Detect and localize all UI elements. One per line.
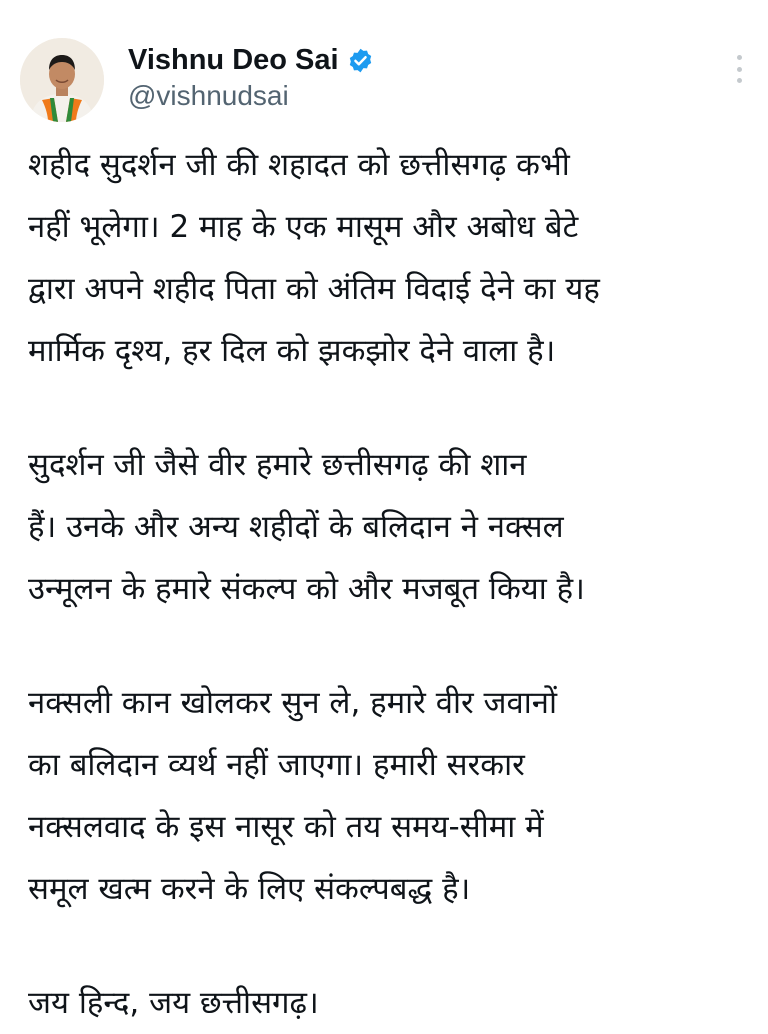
tweet-line: समूल खत्म करने के लिए संकल्पबद्ध है। <box>28 871 471 907</box>
tweet-header <box>0 0 768 120</box>
vertical-ellipsis-icon <box>737 78 742 83</box>
tweet-text <box>28 134 758 1034</box>
tweet-line: का बलिदान व्यर्थ नहीं जाएगा। हमारी सरकार <box>28 747 525 783</box>
paragraph-spacer <box>28 620 758 672</box>
tweet-paragraph <box>28 672 758 920</box>
tweet-line: शहीद सुदर्शन जी की शहादत को छत्तीसगढ़ कभी <box>28 147 570 183</box>
tweet-line: जय हिन्द, जय छत्तीसगढ़। <box>28 985 319 1021</box>
paragraph-spacer <box>28 920 758 972</box>
author-display-name[interactable]: Vishnu Deo Sai <box>128 43 339 76</box>
tweet-paragraph <box>28 972 758 1034</box>
tweet-line: हैं। उनके और अन्य शहीदों के बलिदान ने नक्सल <box>28 509 564 545</box>
tweet-line: नहीं भूलेगा। 2 माह के एक मासूम और अबोध बेटे <box>28 209 579 245</box>
author-name-row <box>128 40 374 80</box>
paragraph-spacer <box>28 382 758 434</box>
tweet-paragraph <box>28 434 758 620</box>
tweet-line: सुदर्शन जी जैसे वीर हमारे छत्तीसगढ़ की शान <box>28 447 527 483</box>
tweet-line: नक्सलवाद के इस नासूर को तय समय-सीमा में <box>28 809 544 845</box>
tweet-line: मार्मिक दृश्य, हर दिल को झकझोर देने वाला है। <box>28 333 556 369</box>
vertical-ellipsis-icon <box>737 55 742 60</box>
tweet-paragraph <box>28 134 758 382</box>
verified-badge-icon <box>347 47 374 74</box>
avatar[interactable] <box>20 38 104 122</box>
vertical-ellipsis-icon <box>737 67 742 72</box>
tweet-line: द्वारा अपने शहीद पिता को अंतिम विदाई देने का यह <box>28 271 600 307</box>
more-options-button[interactable] <box>724 52 754 86</box>
tweet-line: नक्सली कान खोलकर सुन ले, हमारे वीर जवानों <box>28 685 558 721</box>
tweet-line: उन्मूलन के हमारे संकल्प को और मजबूत किया है। <box>28 571 585 607</box>
author-handle[interactable]: @vishnudsai <box>128 80 289 111</box>
profile-photo-icon <box>20 38 104 122</box>
